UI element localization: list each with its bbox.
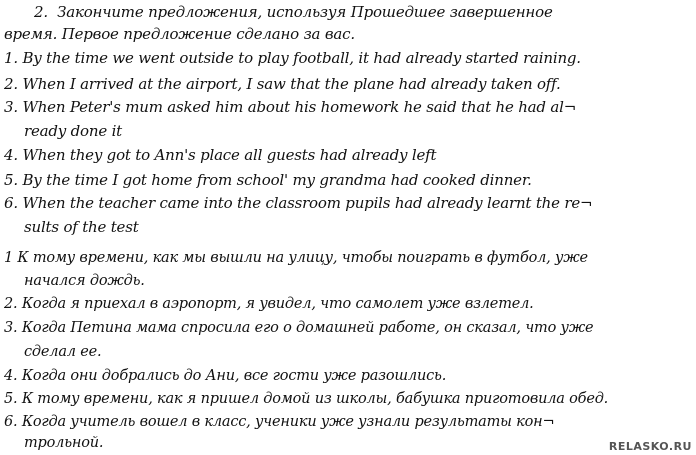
english-sentence-4: 4. When they got to Ann's place all guests had already left [4,146,437,164]
english-sentence-3: 3. When Peter's mum asked him about his homework he said that he had al¬ [4,98,577,116]
russian-sentence-1: 1 К тому времени, как мы вышли на улицу, чтобы поиграть в футбол, уже [4,250,588,266]
russian-sentence-1-continuation: начался дождь. [24,273,145,289]
russian-sentence-2: 2. Когда я приехал в аэропорт, я увидел, что самолет уже взлетел. [4,296,534,312]
english-sentence-5: 5. By the time I got home from school' my grandma had cooked dinner. [4,171,532,189]
russian-sentence-6-continuation: трольной. [24,435,104,451]
english-sentence-6: 6. When the teacher came into the classroom pupils had already learnt the re¬ [4,194,593,212]
english-sentence-6-continuation: sults of the test [24,218,139,236]
task-instruction-line1: Закончите предложения, используя Прошедшее завершенное [57,3,553,21]
task-number: 2. [34,3,48,21]
russian-sentence-5: 5. К тому времени, как я пришел домой из школы, бабушка приготовила обед. [4,391,609,407]
russian-sentence-6: 6. Когда учитель вошел в класс, ученики уже узнали результаты кон¬ [4,414,555,430]
watermark: RELASKO.RU [608,440,692,453]
task-title [34,2,553,22]
russian-sentence-3-continuation: сделал ее. [24,344,102,360]
english-sentence-2: 2. When I arrived at the airport, I saw that the plane had already taken off. [4,75,561,93]
russian-sentence-4: 4. Когда они добрались до Ани, все гости уже разошлись. [4,368,447,384]
task-instruction-line2: время. Первое предложение сделано за вас. [4,25,355,43]
english-sentence-3-continuation: ready done it [24,122,122,140]
russian-sentence-3: 3. Когда Петина мама спросила его о домашней работе, он сказал, что уже [4,320,594,336]
english-sentence-1: 1. By the time we went outside to play football, it had already started raining. [4,49,581,67]
